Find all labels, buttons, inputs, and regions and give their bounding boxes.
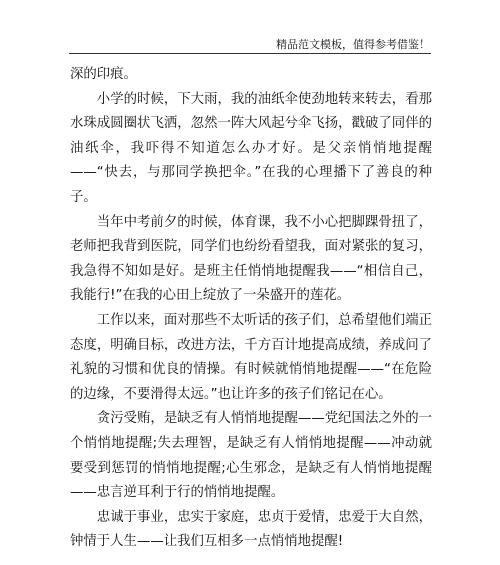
paragraph-1: 深的印痕。 xyxy=(70,67,137,82)
header-divider xyxy=(69,53,431,54)
page-header xyxy=(0,0,500,55)
paragraph-2: 小学的时候，下大雨，我的油纸伞使劲地转来转去，看那水珠成圆圈状飞洒，忽然一阵大风起兮伞飞扬，戳破了同伴的油纸伞，我吓得不知道怎么办才好。是父亲悄悄地提醒——“快去，与那同学换把伞。”在我的心理播下了善良的种子。 xyxy=(70,91,432,205)
document-body xyxy=(70,63,432,555)
header-title: 精品范文模板，值得参考借鉴！ xyxy=(276,38,430,51)
paragraph-6: 忠诚于事业，忠实于家庭，忠贞于爱情，忠爱于大自然，钟情于人生——让我们互相多一点悄悄地提醒! xyxy=(70,509,432,550)
paragraph-3: 当年中考前夕的时候，体育课，我不小心把脚踝骨扭了，老师把我背到医院，同学们也纷纷看望我，面对紧张的复习，我急得不知如是好。是班主任悄悄地提醒我——“相信自己，我能行!”在我的心田上绽放了一朵盛开的莲花。 xyxy=(70,214,432,304)
paragraph-4: 工作以来，面对那些不太听话的孩子们，总希望他们端正态度，明确目标，改进方法，千方百计地提高成绩，养成问了礼貌的习惯和优良的情操。有时候就悄悄地提醒——“在危险的边缘，不要滑得太远。”也让许多的孩子们铭记在心。 xyxy=(70,312,432,402)
paragraph-5: 贪污受贿，是缺乏有人悄悄地提醒——党纪国法之外的一个悄悄地提醒;失去理智，是缺乏有人悄悄地提醒——冲动就要受到惩罚的悄悄地提醒;心生邪念，是缺乏有人悄悄地提醒——忠言逆耳利于行的悄悄地提醒。 xyxy=(70,411,432,501)
